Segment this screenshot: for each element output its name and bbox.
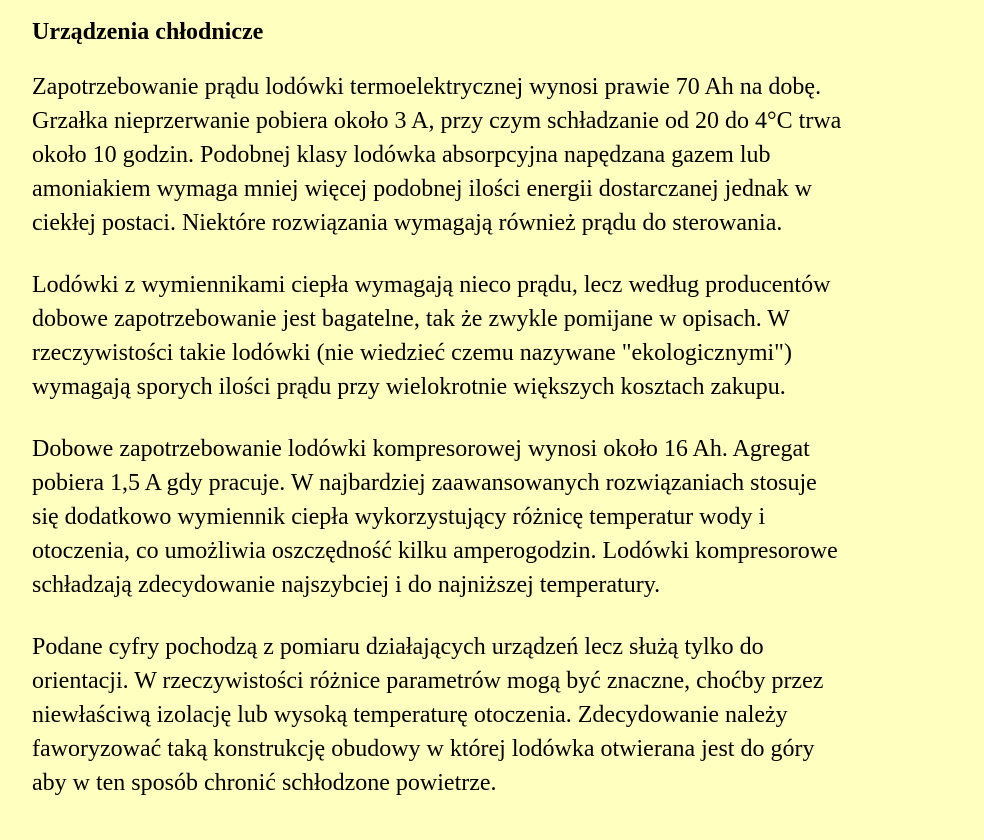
text-line: rzeczywistości takie lodówki (nie wiedzieć czemu nazywane "ekologicznymi") [32, 340, 792, 366]
page-title: Urządzenia chłodnicze [32, 19, 264, 45]
text-line: orientacji. W rzeczywistości różnice parametrów mogą być znaczne, choćby przez [32, 668, 824, 694]
text-line: aby w ten sposób chronić schłodzone powietrze. [32, 770, 497, 796]
text-line: schładzają zdecydowanie najszybciej i do najniższej temperatury. [32, 572, 661, 598]
text-line: Podane cyfry pochodzą z pomiaru działających urządzeń lecz służą tylko do [32, 634, 764, 660]
text-line: dobowe zapotrzebowanie jest bagatelne, tak że zwykle pomijane w opisach. W [32, 306, 790, 332]
text-line: ciekłej postaci. Niektóre rozwiązania wymagają również prądu do sterowania. [32, 210, 783, 236]
paragraph-heat-exchanger [32, 268, 964, 404]
text-line: Dobowe zapotrzebowanie lodówki kompresorowej wynosi około 16 Ah. Agregat [32, 436, 810, 462]
text-line: amoniakiem wymaga mniej więcej podobnej ilości energii dostarczanej jednak w [32, 176, 812, 202]
paragraph-compressor [32, 432, 964, 602]
text-line: Lodówki z wymiennikami ciepła wymagają nieco prądu, lecz według producentów [32, 272, 831, 298]
text-line: się dodatkowo wymiennik ciepła wykorzystujący różnicę temperatur wody i [32, 504, 766, 530]
text-line: Grzałka nieprzerwanie pobiera około 3 A, przy czym schładzanie od 20 do 4°C trwa [32, 108, 842, 134]
text-line: wymagają sporych ilości prądu przy wielokrotnie większych kosztach zakupu. [32, 374, 786, 400]
text-line: niewłaściwą izolację lub wysoką temperaturę otoczenia. Zdecydowanie należy [32, 702, 788, 728]
paragraph-thermoelectric [32, 70, 964, 240]
text-line: pobiera 1,5 A gdy pracuje. W najbardziej zaawansowanych rozwiązaniach stosuje [32, 470, 817, 496]
paragraph-measurements-note [32, 630, 964, 800]
text-line: Zapotrzebowanie prądu lodówki termoelektrycznej wynosi prawie 70 Ah na dobę. [32, 74, 822, 100]
text-line: otoczenia, co umożliwia oszczędność kilku amperogodzin. Lodówki kompresorowe [32, 538, 838, 564]
text-line: faworyzować taką konstrukcję obudowy w której lodówka otwierana jest do góry [32, 736, 815, 762]
text-line: około 10 godzin. Podobnej klasy lodówka absorpcyjna napędzana gazem lub [32, 142, 771, 168]
